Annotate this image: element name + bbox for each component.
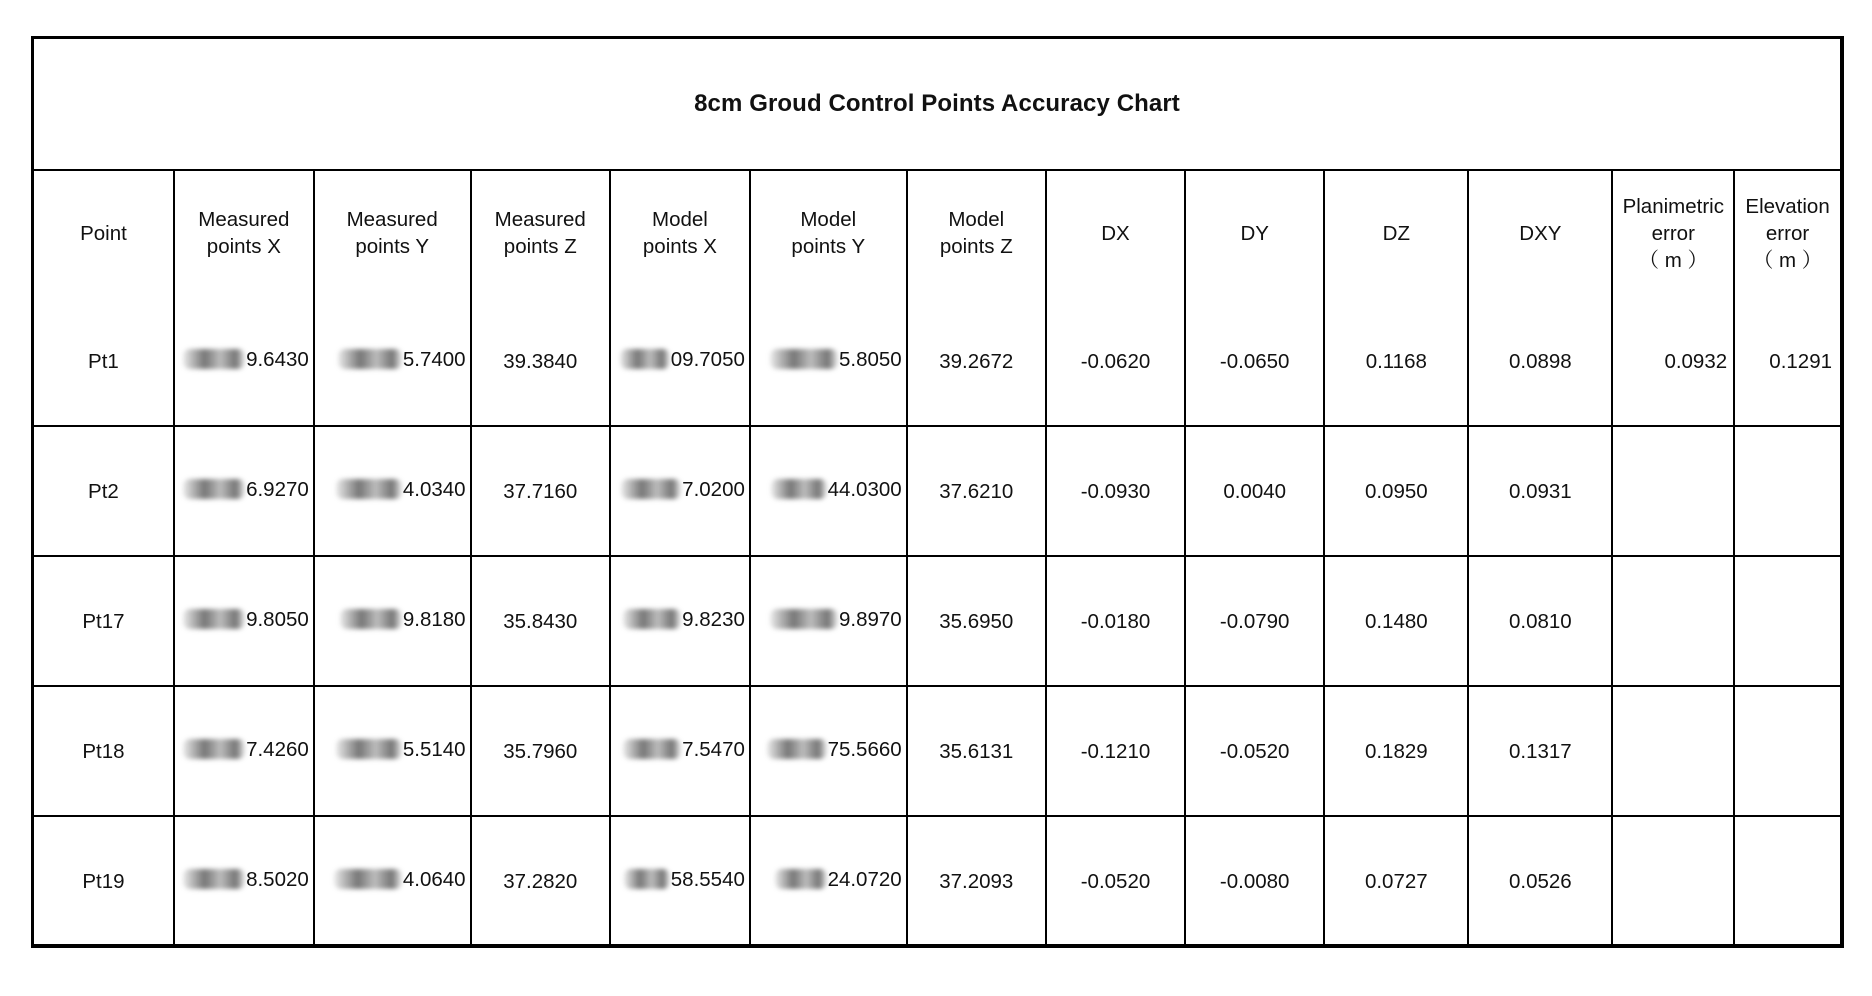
redaction-blur [771,479,827,499]
cell-measured-x: 9.6430 [174,297,314,426]
table-row [34,297,1840,426]
table-row [34,426,1840,556]
cell-point: Pt17 [34,556,174,686]
redaction-blur [767,739,827,759]
cell-elevation-error [1734,426,1840,556]
cell-model-x: 7.0200 [610,426,750,556]
cell-dz: 0.1168 [1324,297,1468,426]
redaction-blur [621,479,681,499]
table-row [34,556,1840,686]
cell-dy: -0.0080 [1185,816,1324,945]
cell-measured-y: 4.0640 [314,816,471,945]
redaction-blur [623,739,681,759]
cell-dxy: 0.0898 [1468,297,1612,426]
table-row [34,816,1840,945]
cell-planimetric-error: 0.0932 [1612,297,1734,426]
header-row [34,169,1840,297]
cell-dx: -0.0180 [1046,556,1185,686]
cell-model-y: 75.5660 [750,686,907,816]
col-header-planimetric-error: Planimetric error （ m ） [1612,169,1734,297]
cell-model-x: 7.5470 [610,686,750,816]
cell-measured-y: 5.5140 [314,686,471,816]
cell-dx: -0.1210 [1046,686,1185,816]
cell-measured-y: 5.7400 [314,297,471,426]
col-header-elevation-error: Elevation error （ m ） [1734,169,1840,297]
cell-model-y: 44.0300 [750,426,907,556]
cell-measured-x: 8.5020 [174,816,314,945]
cell-measured-z: 37.2820 [471,816,610,945]
redaction-blur [183,479,245,499]
redaction-blur [183,609,245,629]
cell-dx: -0.0930 [1046,426,1185,556]
redaction-blur [770,609,838,629]
cell-dx: -0.0520 [1046,816,1185,945]
cell-model-z: 37.6210 [907,426,1046,556]
cell-planimetric-error [1612,426,1734,556]
cell-measured-z: 39.3840 [471,297,610,426]
cell-dx: -0.0620 [1046,297,1185,426]
redaction-blur [183,869,245,889]
cell-elevation-error: 0.1291 [1734,297,1840,426]
accuracy-chart-sheet [31,36,1844,948]
redaction-blur [338,349,402,369]
cell-measured-z: 35.8430 [471,556,610,686]
col-header-dy: DY [1185,169,1324,297]
cell-measured-x: 9.8050 [174,556,314,686]
col-header-dz: DZ [1324,169,1468,297]
redaction-blur [620,349,670,369]
cell-planimetric-error [1612,686,1734,816]
col-header-model-z: Model points Z [907,169,1046,297]
redaction-blur [334,869,402,889]
cell-model-y: 24.0720 [750,816,907,945]
col-header-measured-x: Measured points X [174,169,314,297]
cell-model-y: 9.8970 [750,556,907,686]
redaction-blur [340,609,402,629]
cell-model-z: 35.6131 [907,686,1046,816]
col-header-dxy: DXY [1468,169,1612,297]
redaction-blur [183,739,245,759]
cell-dxy: 0.0931 [1468,426,1612,556]
cell-model-z: 39.2672 [907,297,1046,426]
accuracy-table [34,169,1840,945]
col-header-measured-y: Measured points Y [314,169,471,297]
col-header-measured-z: Measured points Z [471,169,610,297]
redaction-blur [336,479,402,499]
cell-model-z: 35.6950 [907,556,1046,686]
col-header-model-x: Model points X [610,169,750,297]
cell-measured-y: 9.8180 [314,556,471,686]
title-band [34,39,1840,171]
chart-title: 8cm Groud Control Points Accuracy Chart [694,90,1180,117]
cell-model-z: 37.2093 [907,816,1046,945]
redaction-blur [775,869,827,889]
cell-dy: -0.0650 [1185,297,1324,426]
cell-dz: 0.1480 [1324,556,1468,686]
cell-point: Pt18 [34,686,174,816]
cell-elevation-error [1734,686,1840,816]
cell-dy: -0.0790 [1185,556,1324,686]
redaction-blur [770,349,838,369]
cell-dz: 0.1829 [1324,686,1468,816]
cell-dxy: 0.1317 [1468,686,1612,816]
redaction-blur [336,739,402,759]
col-header-point: Point [34,169,174,297]
redaction-blur [623,609,681,629]
col-header-model-y: Model points Y [750,169,907,297]
cell-dy: 0.0040 [1185,426,1324,556]
cell-elevation-error [1734,556,1840,686]
cell-measured-z: 37.7160 [471,426,610,556]
redaction-blur [183,349,245,369]
col-header-dx: DX [1046,169,1185,297]
cell-measured-x: 6.9270 [174,426,314,556]
redaction-blur [624,869,670,889]
cell-dxy: 0.0526 [1468,816,1612,945]
cell-planimetric-error [1612,556,1734,686]
cell-measured-y: 4.0340 [314,426,471,556]
cell-model-x: 9.8230 [610,556,750,686]
cell-point: Pt19 [34,816,174,945]
cell-dy: -0.0520 [1185,686,1324,816]
cell-point: Pt1 [34,297,174,426]
table-row [34,686,1840,816]
cell-dz: 0.0950 [1324,426,1468,556]
cell-dxy: 0.0810 [1468,556,1612,686]
cell-dz: 0.0727 [1324,816,1468,945]
cell-planimetric-error [1612,816,1734,945]
cell-measured-z: 35.7960 [471,686,610,816]
cell-point: Pt2 [34,426,174,556]
cell-model-x: 58.5540 [610,816,750,945]
cell-measured-x: 7.4260 [174,686,314,816]
cell-model-y: 5.8050 [750,297,907,426]
cell-model-x: 09.7050 [610,297,750,426]
cell-elevation-error [1734,816,1840,945]
